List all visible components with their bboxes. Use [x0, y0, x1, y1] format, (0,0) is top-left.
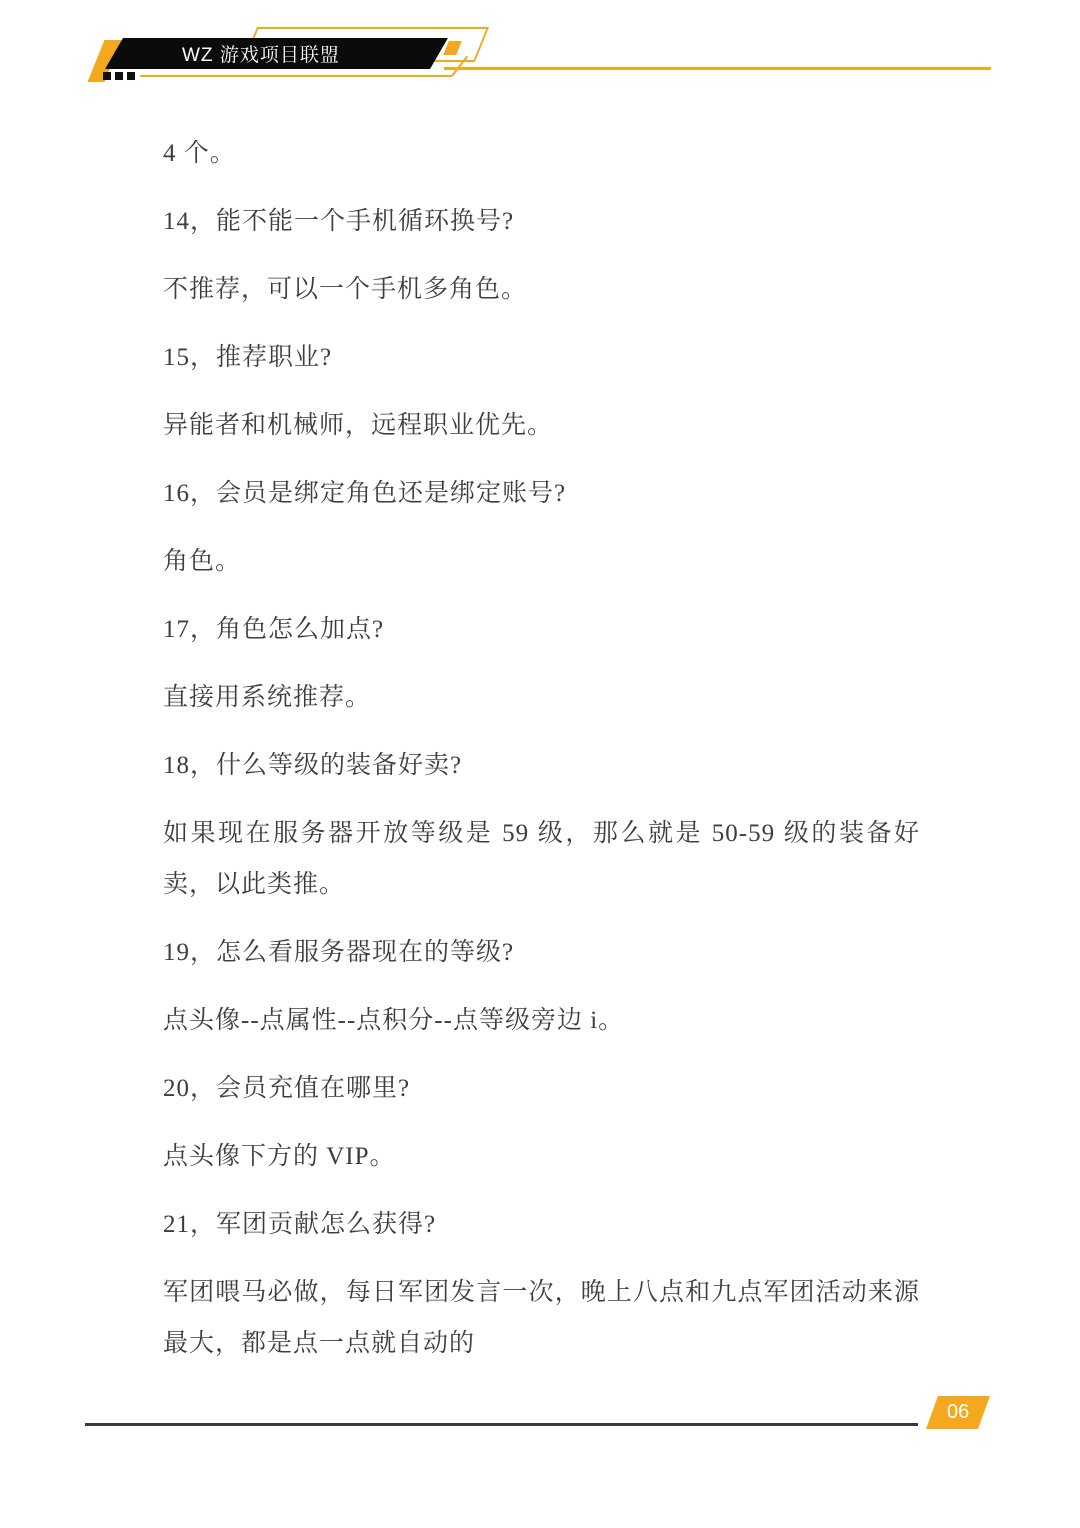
faq-question: 21，军团贡献怎么获得?	[163, 1211, 437, 1238]
faq-question: 14，能不能一个手机循环换号?	[163, 208, 515, 235]
faq-answer: 不推荐，可以一个手机多角色。	[163, 276, 528, 303]
faq-question: 20，会员充值在哪里?	[163, 1075, 411, 1102]
header-title: WZ 游戏项目联盟	[182, 45, 340, 66]
square-dot	[103, 72, 111, 80]
header-banner	[105, 38, 448, 69]
square-dot	[115, 72, 123, 80]
square-dot	[127, 72, 135, 80]
page-number: 06	[946, 1401, 970, 1423]
header-rule-line	[444, 67, 991, 70]
faq-answer: 点头像--点属性--点积分--点等级旁边 i。	[163, 1007, 625, 1034]
faq-answer: 直接用系统推荐。	[163, 684, 372, 711]
faq-question: 16，会员是绑定角色还是绑定账号?	[163, 480, 567, 507]
faq-answer: 4 个。	[163, 140, 236, 167]
faq-answer: 异能者和机械师，远程职业优先。	[163, 412, 554, 439]
faq-answer: 如果现在服务器开放等级是 59 级，那么就是 50-59 级的装备好卖，以此类推。	[163, 820, 920, 898]
faq-answer: 军团喂马必做，每日军团发言一次，晚上八点和九点军团活动来源最大，都是点一点就自动的	[163, 1279, 920, 1357]
faq-question: 19，怎么看服务器现在的等级?	[163, 939, 515, 966]
footer-rule-line	[85, 1423, 918, 1426]
header-thin-underline	[140, 75, 452, 77]
faq-answer: 角色。	[163, 548, 242, 575]
faq-question: 15，推荐职业?	[163, 344, 333, 371]
faq-question: 17，角色怎么加点?	[163, 616, 385, 643]
faq-content	[163, 128, 920, 1386]
faq-question: 18，什么等级的装备好卖?	[163, 752, 463, 779]
header-squares-decoration	[103, 72, 135, 80]
page-number-badge	[926, 1396, 990, 1429]
faq-answer: 点头像下方的 VIP。	[163, 1143, 396, 1170]
